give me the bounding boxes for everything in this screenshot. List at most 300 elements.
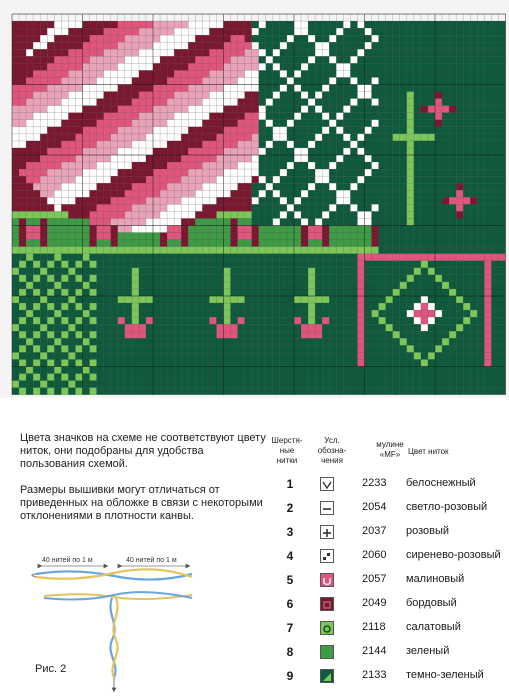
stitch-cell — [146, 254, 153, 261]
stitch-cell — [139, 345, 146, 352]
legend-header-wool: Шерстя- ные нитки — [271, 436, 303, 465]
stitch-cell — [484, 289, 491, 296]
stitch-cell — [414, 226, 421, 233]
stitch-cell — [12, 233, 19, 240]
stitch-cell — [97, 247, 104, 254]
stitch-cell — [308, 374, 315, 381]
stitch-cell — [315, 148, 322, 155]
stitch-cell — [252, 176, 259, 183]
stitch-cell — [315, 183, 322, 190]
stitch-cell — [301, 113, 308, 120]
stitch-cell — [407, 303, 414, 310]
stitch-cell — [61, 240, 68, 247]
stitch-cell — [111, 28, 118, 35]
stitch-cell — [266, 56, 273, 63]
stitch-cell — [238, 289, 245, 296]
stitch-cell — [414, 21, 421, 28]
stitch-cell — [188, 240, 195, 247]
stitch-cell — [280, 99, 287, 106]
stitch-cell — [132, 85, 139, 92]
stitch-cell — [231, 268, 238, 275]
stitch-cell — [68, 247, 75, 254]
stitch-cell — [350, 204, 357, 211]
stitch-cell — [421, 381, 428, 388]
stitch-cell — [491, 381, 498, 388]
stitch-cell — [26, 282, 33, 289]
stitch-cell — [322, 70, 329, 77]
stitch-cell — [216, 261, 223, 268]
stitch-cell — [449, 240, 456, 247]
stitch-cell — [357, 21, 364, 28]
stitch-cell — [308, 204, 315, 211]
stitch-cell — [421, 28, 428, 35]
stitch-cell — [195, 35, 202, 42]
stitch-cell — [252, 28, 259, 35]
stitch-cell — [301, 303, 308, 310]
stitch-cell — [12, 127, 19, 134]
stitch-cell — [160, 352, 167, 359]
stitch-cell — [435, 331, 442, 338]
stitch-cell — [195, 317, 202, 324]
stitch-cell — [456, 42, 463, 49]
stitch-cell — [400, 303, 407, 310]
stitch-cell — [19, 218, 26, 225]
stitch-cell — [484, 388, 491, 395]
stitch-cell — [61, 169, 68, 176]
stitch-cell — [428, 141, 435, 148]
stitch-cell — [435, 77, 442, 84]
stitch-cell — [407, 352, 414, 359]
stitch-cell — [224, 14, 231, 21]
stitch-cell — [273, 49, 280, 56]
stitch-cell — [231, 359, 238, 366]
stitch-cell — [301, 63, 308, 70]
stitch-cell — [266, 183, 273, 190]
stitch-cell — [315, 113, 322, 120]
stitch-cell — [231, 261, 238, 268]
stitch-cell — [160, 359, 167, 366]
stitch-cell — [463, 190, 470, 197]
stitch-cell — [209, 134, 216, 141]
legend-color-name: сиренево-розовый — [406, 549, 501, 561]
stitch-cell — [132, 381, 139, 388]
stitch-cell — [118, 282, 125, 289]
stitch-cell — [400, 155, 407, 162]
stitch-cell — [40, 134, 47, 141]
stitch-cell — [125, 120, 132, 127]
stitch-cell — [322, 289, 329, 296]
stitch-cell — [400, 359, 407, 366]
stitch-cell — [238, 169, 245, 176]
stitch-cell — [167, 359, 174, 366]
stitch-cell — [491, 155, 498, 162]
stitch-cell — [104, 148, 111, 155]
stitch-cell — [153, 367, 160, 374]
stitch-cell — [68, 331, 75, 338]
stitch-cell — [188, 92, 195, 99]
stitch-cell — [301, 106, 308, 113]
stitch-cell — [231, 183, 238, 190]
stitch-cell — [216, 63, 223, 70]
stitch-cell — [421, 218, 428, 225]
stitch-cell — [26, 331, 33, 338]
stitch-cell — [132, 204, 139, 211]
stitch-cell — [26, 183, 33, 190]
stitch-cell — [372, 197, 379, 204]
stitch-cell — [280, 381, 287, 388]
stitch-cell — [442, 183, 449, 190]
stitch-cell — [54, 218, 61, 225]
stitch-cell — [19, 352, 26, 359]
stitch-cell — [12, 35, 19, 42]
stitch-cell — [90, 63, 97, 70]
stitch-cell — [19, 211, 26, 218]
stitch-cell — [428, 49, 435, 56]
stitch-cell — [449, 113, 456, 120]
stitch-cell — [414, 197, 421, 204]
stitch-cell — [266, 282, 273, 289]
stitch-cell — [132, 331, 139, 338]
stitch-cell — [26, 338, 33, 345]
stitch-cell — [195, 14, 202, 21]
stitch-cell — [61, 247, 68, 254]
stitch-cell — [294, 374, 301, 381]
stitch-cell — [456, 155, 463, 162]
stitch-cell — [188, 338, 195, 345]
stitch-cell — [266, 28, 273, 35]
stitch-cell — [442, 303, 449, 310]
stitch-cell — [167, 381, 174, 388]
stitch-cell — [61, 197, 68, 204]
stitch-cell — [336, 106, 343, 113]
stitch-cell — [245, 92, 252, 99]
stitch-cell — [322, 49, 329, 56]
stitch-cell — [125, 190, 132, 197]
stitch-cell — [308, 226, 315, 233]
stitch-cell — [463, 92, 470, 99]
stitch-cell — [68, 268, 75, 275]
stitch-cell — [484, 310, 491, 317]
stitch-cell — [435, 204, 442, 211]
stitch-cell — [146, 63, 153, 70]
stitch-cell — [350, 345, 357, 352]
stitch-cell — [40, 317, 47, 324]
stitch-cell — [209, 169, 216, 176]
stitch-cell — [68, 21, 75, 28]
stitch-cell — [407, 247, 414, 254]
stitch-cell — [118, 240, 125, 247]
stitch-cell — [442, 204, 449, 211]
stitch-cell — [195, 42, 202, 49]
stitch-cell — [139, 77, 146, 84]
stitch-cell — [61, 162, 68, 169]
stitch-cell — [245, 162, 252, 169]
stitch-cell — [498, 49, 505, 56]
stitch-cell — [428, 303, 435, 310]
stitch-cell — [379, 275, 386, 282]
stitch-cell — [90, 56, 97, 63]
stitch-cell — [386, 352, 393, 359]
stitch-cell — [61, 92, 68, 99]
stitch-cell — [308, 176, 315, 183]
stitch-cell — [435, 134, 442, 141]
stitch-cell — [350, 352, 357, 359]
stitch-cell — [167, 324, 174, 331]
stitch-cell — [104, 388, 111, 395]
stitch-cell — [153, 388, 160, 395]
stitch-cell — [372, 92, 379, 99]
stitch-cell — [308, 141, 315, 148]
stitch-cell — [407, 345, 414, 352]
stitch-cell — [477, 233, 484, 240]
stitch-cell — [357, 190, 364, 197]
stitch-cell — [329, 77, 336, 84]
stitch-cell — [343, 317, 350, 324]
stitch-cell — [315, 367, 322, 374]
stitch-cell — [372, 28, 379, 35]
stitch-cell — [231, 296, 238, 303]
legend-number: 1 — [286, 477, 294, 491]
stitch-cell — [47, 338, 54, 345]
stitch-cell — [386, 247, 393, 254]
stitch-cell — [26, 345, 33, 352]
stitch-cell — [132, 233, 139, 240]
stitch-cell — [308, 331, 315, 338]
stitch-cell — [111, 352, 118, 359]
stitch-cell — [400, 35, 407, 42]
stitch-cell — [301, 141, 308, 148]
stitch-cell — [266, 63, 273, 70]
stitch-cell — [259, 310, 266, 317]
stitch-cell — [245, 218, 252, 225]
stitch-cell — [224, 381, 231, 388]
stitch-cell — [329, 183, 336, 190]
stitch-cell — [75, 14, 82, 21]
stitch-cell — [238, 162, 245, 169]
stitch-cell — [139, 134, 146, 141]
stitch-cell — [97, 282, 104, 289]
stitch-cell — [252, 310, 259, 317]
stitch-cell — [224, 226, 231, 233]
stitch-cell — [379, 247, 386, 254]
stitch-cell — [26, 42, 33, 49]
stitch-cell — [139, 240, 146, 247]
stitch-cell — [181, 331, 188, 338]
stitch-cell — [280, 56, 287, 63]
stitch-cell — [280, 183, 287, 190]
stitch-cell — [195, 226, 202, 233]
stitch-cell — [435, 381, 442, 388]
stitch-cell — [477, 338, 484, 345]
stitch-cell — [61, 310, 68, 317]
stitch-cell — [491, 14, 498, 21]
stitch-cell — [216, 113, 223, 120]
stitch-cell — [146, 183, 153, 190]
stitch-cell — [202, 56, 209, 63]
stitch-cell — [428, 113, 435, 120]
stitch-cell — [336, 289, 343, 296]
stitch-cell — [146, 338, 153, 345]
stitch-cell — [224, 296, 231, 303]
stitch-cell — [259, 85, 266, 92]
stitch-cell — [386, 106, 393, 113]
stitch-cell — [386, 162, 393, 169]
stitch-cell — [209, 77, 216, 84]
stitch-cell — [195, 289, 202, 296]
stitch-cell — [301, 324, 308, 331]
stitch-cell — [97, 70, 104, 77]
stitch-cell — [273, 352, 280, 359]
stitch-cell — [153, 359, 160, 366]
legend-number: 4 — [286, 549, 294, 563]
stitch-cell — [477, 169, 484, 176]
stitch-cell — [308, 14, 315, 21]
stitch-cell — [273, 345, 280, 352]
stitch-cell — [181, 247, 188, 254]
stitch-cell — [104, 141, 111, 148]
stitch-cell — [83, 211, 90, 218]
stitch-cell — [477, 42, 484, 49]
stitch-cell — [280, 233, 287, 240]
stitch-cell — [224, 190, 231, 197]
stitch-cell — [90, 141, 97, 148]
stitch-cell — [195, 218, 202, 225]
stitch-cell — [90, 183, 97, 190]
stitch-cell — [139, 211, 146, 218]
stitch-cell — [435, 49, 442, 56]
stitch-cell — [357, 268, 364, 275]
stitch-cell — [146, 106, 153, 113]
stitch-cell — [40, 381, 47, 388]
stitch-cell — [33, 113, 40, 120]
stitch-cell — [47, 352, 54, 359]
stitch-cell — [181, 367, 188, 374]
stitch-cell — [97, 240, 104, 247]
stitch-cell — [40, 113, 47, 120]
stitch-cell — [104, 240, 111, 247]
stitch-cell — [484, 226, 491, 233]
stitch-cell — [97, 21, 104, 28]
stitch-cell — [111, 113, 118, 120]
stitch-cell — [477, 155, 484, 162]
stitch-cell — [357, 345, 364, 352]
stitch-cell — [372, 261, 379, 268]
stitch-cell — [118, 367, 125, 374]
stitch-cell — [301, 85, 308, 92]
stitch-cell — [245, 169, 252, 176]
stitch-cell — [209, 226, 216, 233]
stitch-cell — [224, 204, 231, 211]
stitch-cell — [315, 49, 322, 56]
stitch-cell — [357, 92, 364, 99]
stitch-cell — [83, 317, 90, 324]
stitch-cell — [40, 14, 47, 21]
stitch-cell — [386, 141, 393, 148]
stitch-cell — [118, 296, 125, 303]
stitch-cell — [449, 204, 456, 211]
stitch-cell — [350, 381, 357, 388]
stitch-cell — [407, 367, 414, 374]
stitch-cell — [301, 261, 308, 268]
stitch-cell — [209, 282, 216, 289]
legend-row — [270, 498, 506, 518]
stitch-cell — [104, 169, 111, 176]
stitch-cell — [160, 240, 167, 247]
stitch-cell — [470, 70, 477, 77]
stitch-cell — [153, 28, 160, 35]
stitch-cell — [266, 155, 273, 162]
stitch-cell — [477, 77, 484, 84]
stitch-cell — [12, 99, 19, 106]
stitch-cell — [61, 359, 68, 366]
stitch-cell — [463, 338, 470, 345]
stitch-cell — [252, 211, 259, 218]
stitch-cell — [174, 106, 181, 113]
stitch-cell — [174, 162, 181, 169]
stitch-cell — [280, 204, 287, 211]
stitch-cell — [12, 120, 19, 127]
stitch-cell — [442, 324, 449, 331]
stitch-cell — [491, 113, 498, 120]
stitch-cell — [357, 388, 364, 395]
stitch-cell — [414, 233, 421, 240]
stitch-cell — [231, 352, 238, 359]
stitch-cell — [202, 388, 209, 395]
stitch-cell — [266, 324, 273, 331]
stitch-cell — [181, 359, 188, 366]
stitch-cell — [273, 240, 280, 247]
stitch-cell — [400, 56, 407, 63]
stitch-cell — [231, 204, 238, 211]
stitch-cell — [350, 141, 357, 148]
stitch-cell — [421, 77, 428, 84]
stitch-cell — [26, 35, 33, 42]
stitch-cell — [153, 77, 160, 84]
stitch-cell — [245, 303, 252, 310]
stitch-cell — [379, 28, 386, 35]
stitch-cell — [407, 155, 414, 162]
stitch-cell — [188, 113, 195, 120]
stitch-cell — [195, 282, 202, 289]
stitch-cell — [104, 49, 111, 56]
stitch-cell — [181, 35, 188, 42]
stitch-cell — [456, 218, 463, 225]
stitch-cell — [287, 388, 294, 395]
stitch-cell — [350, 268, 357, 275]
stitch-cell — [245, 261, 252, 268]
stitch-cell — [414, 49, 421, 56]
stitch-cell — [273, 310, 280, 317]
legend-row — [270, 642, 506, 662]
stitch-cell — [287, 56, 294, 63]
stitch-cell — [118, 162, 125, 169]
stitch-cell — [470, 162, 477, 169]
stitch-cell — [308, 352, 315, 359]
stitch-cell — [449, 367, 456, 374]
stitch-cell — [498, 197, 505, 204]
stitch-cell — [231, 303, 238, 310]
stitch-cell — [90, 204, 97, 211]
stitch-cell — [386, 113, 393, 120]
stitch-cell — [372, 388, 379, 395]
stitch-cell — [456, 359, 463, 366]
stitch-cell — [202, 155, 209, 162]
stitch-cell — [146, 155, 153, 162]
stitch-cell — [414, 183, 421, 190]
stitch-cell — [463, 28, 470, 35]
stitch-cell — [47, 359, 54, 366]
stitch-cell — [421, 120, 428, 127]
